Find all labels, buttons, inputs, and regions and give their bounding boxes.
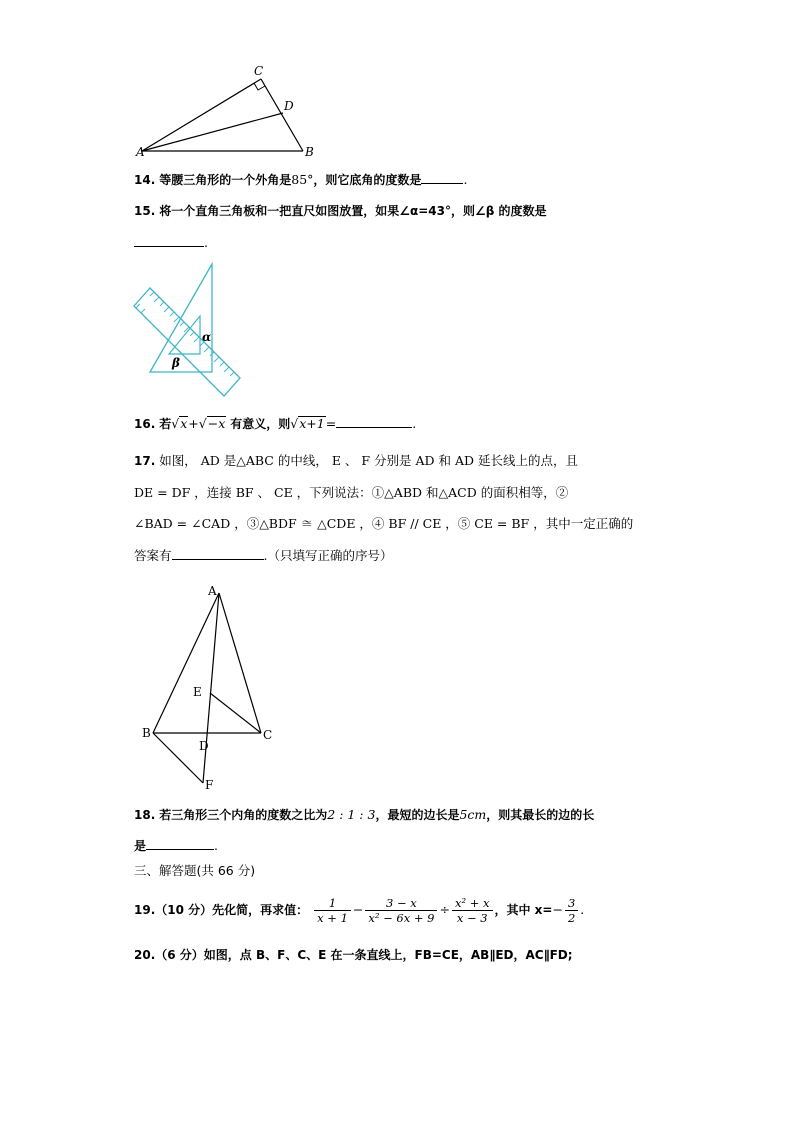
question-18: 18. 若三角形三个内角的度数之比为2 : 1 : 3，最短的边长是5cm，则其最长的边的长	[134, 807, 595, 822]
fraction-3: $\frac{\text{x² + x}}{x - 3}$	[452, 896, 493, 925]
question-18-line-2: 是 .	[134, 838, 218, 853]
question-number: 15.	[134, 204, 156, 218]
question-number: 19.	[134, 903, 156, 917]
label-e: E	[193, 685, 202, 699]
question-number: 18.	[134, 808, 156, 822]
question-15: 15. 将一个直角三角板和一把直尺如图放置，如果∠α=43°，则∠β 的度数是	[134, 204, 547, 218]
question-number: 16.	[134, 417, 156, 431]
question-16: 16. 若√x+√−x 有意义，则√x+1= .	[134, 416, 417, 431]
question-number: 17.	[134, 454, 156, 468]
question-15-answer-line: .	[134, 233, 208, 253]
segment-ec	[210, 693, 261, 733]
question-19: 19.（10 分）先化简，再求值： $\frac{1}{x + 1}$ − $\frac{3 - x}{\text{x² − 6x + 9}}$ ÷ $\frac{\text{x² + x}}{x - 3}$ ，其中 x=− $\frac{3}{2}$ .	[134, 896, 585, 925]
section-heading: 三、解答题(共 66 分)	[134, 863, 256, 878]
answer-blank[interactable]	[134, 234, 204, 247]
fraction-4: $\frac{3}{2}$	[565, 896, 578, 925]
fraction-2: $\frac{3 - x}{\text{x² − 6x + 9}}$	[365, 896, 437, 925]
answer-blank[interactable]	[336, 415, 412, 428]
ruler-triangle-figure	[128, 260, 248, 400]
answer-blank[interactable]	[172, 547, 264, 560]
label-alpha: α	[202, 330, 212, 344]
label-beta: β	[172, 356, 180, 370]
answer-blank[interactable]	[146, 837, 214, 850]
answer-blank[interactable]	[421, 171, 463, 184]
triangle-acb-figure	[130, 62, 330, 162]
label-c: C	[254, 64, 264, 78]
segment-ac	[219, 593, 261, 733]
label-b: B	[142, 726, 151, 740]
label-d: D	[284, 99, 294, 113]
label-c: C	[263, 728, 273, 742]
segment-ad	[142, 113, 283, 151]
segment-ac	[142, 79, 261, 151]
question-17: 17. 如图， AD 是△ABC 的中线， E 、 F 分别是 AD 和 AD 延长线上的点，且	[134, 453, 579, 468]
segment-cb	[261, 79, 303, 151]
set-square	[150, 264, 212, 372]
question-number: 14.	[134, 173, 156, 187]
ruler	[134, 288, 240, 396]
fraction-1: $\frac{1}{x + 1}$	[314, 896, 351, 925]
label-a: A	[136, 145, 145, 159]
question-number: 20.	[134, 948, 156, 962]
question-14: 14. 等腰三角形的一个外角是85°，则它底角的度数是 .	[134, 172, 468, 187]
label-d: D	[199, 739, 209, 753]
label-a: A	[208, 584, 217, 598]
question-20: 20.（6 分）如图，点 B、F、C、E 在一条直线上，FB=CE，AB∥ED，AC∥FD;	[134, 948, 573, 962]
triangle-abc-figure	[140, 585, 280, 795]
segment-bf	[153, 733, 203, 783]
label-b: B	[305, 145, 314, 159]
question-17-line-2: DE = DF ，连接 BF 、 CE ，下列说法：①△ABD 和△ACD 的面积相等，②	[134, 485, 569, 500]
label-f: F	[205, 778, 214, 792]
question-17-line-3: ∠BAD = ∠CAD ，③△BDF ≅ △CDE ，④ BF // CE ，⑤ CE = BF ，其中一定正确的	[134, 516, 634, 531]
question-17-line-4: 答案有 .（只填写正确的序号）	[134, 548, 393, 563]
